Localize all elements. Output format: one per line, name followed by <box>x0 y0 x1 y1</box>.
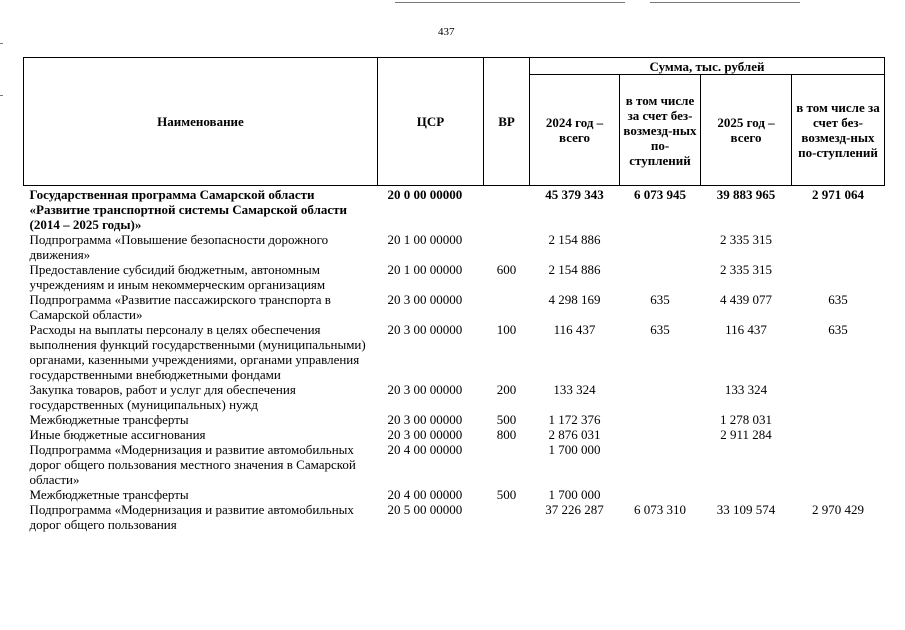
row-csr: 20 4 00 00000 <box>387 487 463 502</box>
row-total-2024: 116 437 <box>553 322 596 337</box>
row-vr: 800 <box>496 427 517 442</box>
table-row <box>24 502 885 532</box>
row-name: Межбюджетные трансферты <box>29 487 189 502</box>
row-name: Межбюджетные трансферты <box>29 412 189 427</box>
row-free-2025 <box>792 427 885 442</box>
row-vr <box>484 232 530 262</box>
row-free-2025 <box>792 382 885 412</box>
row-vr: 200 <box>496 382 517 397</box>
table-row <box>24 487 885 502</box>
row-free-2025: 2 970 429 <box>812 502 864 517</box>
row-csr: 20 5 00 00000 <box>387 502 463 517</box>
table-row <box>24 292 885 322</box>
row-name: Иные бюджетные ассигнования <box>29 427 206 442</box>
table-row <box>24 442 885 487</box>
row-total-2024: 133 324 <box>553 382 596 397</box>
row-total-2024: 1 700 000 <box>548 487 601 502</box>
row-free-2025 <box>792 262 885 292</box>
row-csr: 20 3 00 00000 <box>387 427 463 442</box>
row-csr: 20 1 00 00000 <box>387 262 463 277</box>
row-name: Предоставление субсидий бюджетным, автономным учреждениям и иным некоммерческим организациям <box>29 262 326 292</box>
row-total-2025: 1 278 031 <box>720 412 772 427</box>
table-row <box>24 322 885 382</box>
table-row <box>24 186 885 233</box>
row-total-2024: 37 226 287 <box>545 502 604 517</box>
top-scan-line-right <box>650 2 800 3</box>
top-scan-line <box>395 2 625 3</box>
table-row <box>24 382 885 412</box>
row-free-2024: 635 <box>650 322 670 337</box>
row-total-2025: 2 335 315 <box>720 232 772 247</box>
row-csr: 20 3 00 00000 <box>387 292 463 307</box>
header-csr: ЦСР <box>378 58 484 186</box>
row-name: Подпрограмма «Модернизация и развитие автомобильных дорог общего пользования <box>29 502 354 532</box>
row-total-2025: 39 883 965 <box>716 187 776 202</box>
header-sum-group: Сумма, тыс. рублей <box>530 58 885 75</box>
row-free-2024: 635 <box>650 292 670 307</box>
row-free-2024 <box>620 487 701 502</box>
row-free-2024 <box>620 442 701 487</box>
page-number: 437 <box>438 26 455 38</box>
table-row <box>24 262 885 292</box>
row-total-2024: 2 154 886 <box>548 232 601 247</box>
row-free-2025 <box>792 487 885 502</box>
margin-mark <box>0 43 3 44</box>
row-total-2025: 4 439 077 <box>720 292 772 307</box>
row-csr: 20 3 00 00000 <box>387 322 463 337</box>
row-name: Подпрограмма «Повышение безопасности дорожного движения» <box>29 232 329 262</box>
row-csr: 20 1 00 00000 <box>387 232 463 247</box>
row-free-2025 <box>792 442 885 487</box>
row-free-2024 <box>620 412 701 427</box>
row-total-2025: 2 335 315 <box>720 262 772 277</box>
row-name: Расходы на выплаты персоналу в целях обеспечения выполнения функций государственными (муниципальными) органами, казенными учреждениями, органами управления государственными внебюджетными фондами <box>29 322 366 382</box>
header-free-2025: в том числе за счет без-возмезд-ных по-ступлений <box>792 75 885 186</box>
row-name: Подпрограмма «Модернизация и развитие автомобильных дорог общего пользования местного значения в Самарской области» <box>29 442 356 487</box>
row-total-2025 <box>701 442 792 487</box>
row-total-2025: 33 109 574 <box>716 502 776 517</box>
row-free-2024: 6 073 945 <box>634 187 686 202</box>
row-free-2024: 6 073 310 <box>634 502 686 517</box>
row-free-2025 <box>792 412 885 427</box>
row-total-2025: 133 324 <box>724 382 768 397</box>
row-csr: 20 4 00 00000 <box>387 442 463 457</box>
header-total-2025: 2025 год – всего <box>701 75 792 186</box>
row-total-2024: 1 172 376 <box>548 412 601 427</box>
row-vr: 600 <box>496 262 517 277</box>
table-row <box>24 427 885 442</box>
budget-table <box>23 57 885 532</box>
row-name: Государственная программа Самарской области «Развитие транспортной системы Самарской области (2014 – 2025 годы)» <box>29 187 348 232</box>
row-free-2024 <box>620 427 701 442</box>
margin-mark <box>0 95 3 96</box>
row-total-2025 <box>701 487 792 502</box>
row-csr: 20 3 00 00000 <box>387 382 463 397</box>
row-vr: 100 <box>496 322 517 337</box>
row-vr <box>484 442 530 487</box>
header-total-2024: 2024 год – всего <box>530 75 620 186</box>
row-total-2025: 2 911 284 <box>720 427 772 442</box>
row-csr: 20 3 00 00000 <box>387 412 463 427</box>
row-csr: 20 0 00 00000 <box>387 187 463 202</box>
table-row <box>24 412 885 427</box>
table-row <box>24 232 885 262</box>
row-free-2024 <box>620 262 701 292</box>
row-free-2025 <box>792 232 885 262</box>
row-free-2024 <box>620 382 701 412</box>
row-vr <box>484 502 530 532</box>
header-name: Наименование <box>24 58 378 186</box>
header-vr: ВР <box>484 58 530 186</box>
row-vr: 500 <box>496 412 517 427</box>
row-total-2024: 1 700 000 <box>548 442 601 457</box>
row-name: Закупка товаров, работ и услуг для обеспечения государственных (муниципальных) нужд <box>29 382 296 412</box>
row-free-2025: 635 <box>828 292 848 307</box>
row-total-2024: 4 298 169 <box>548 292 601 307</box>
row-total-2024: 45 379 343 <box>545 187 604 202</box>
row-total-2025: 116 437 <box>725 322 767 337</box>
row-vr <box>484 292 530 322</box>
row-free-2024 <box>620 232 701 262</box>
row-total-2024: 2 876 031 <box>548 427 601 442</box>
header-free-2024: в том числе за счет без-возмезд-ных по-ступлений <box>620 75 701 186</box>
row-vr <box>484 186 530 233</box>
row-total-2024: 2 154 886 <box>548 262 601 277</box>
row-name: Подпрограмма «Развитие пассажирского транспорта в Самарской области» <box>29 292 331 322</box>
row-free-2025: 635 <box>828 322 848 337</box>
row-vr: 500 <box>496 487 517 502</box>
row-free-2025: 2 971 064 <box>812 187 864 202</box>
